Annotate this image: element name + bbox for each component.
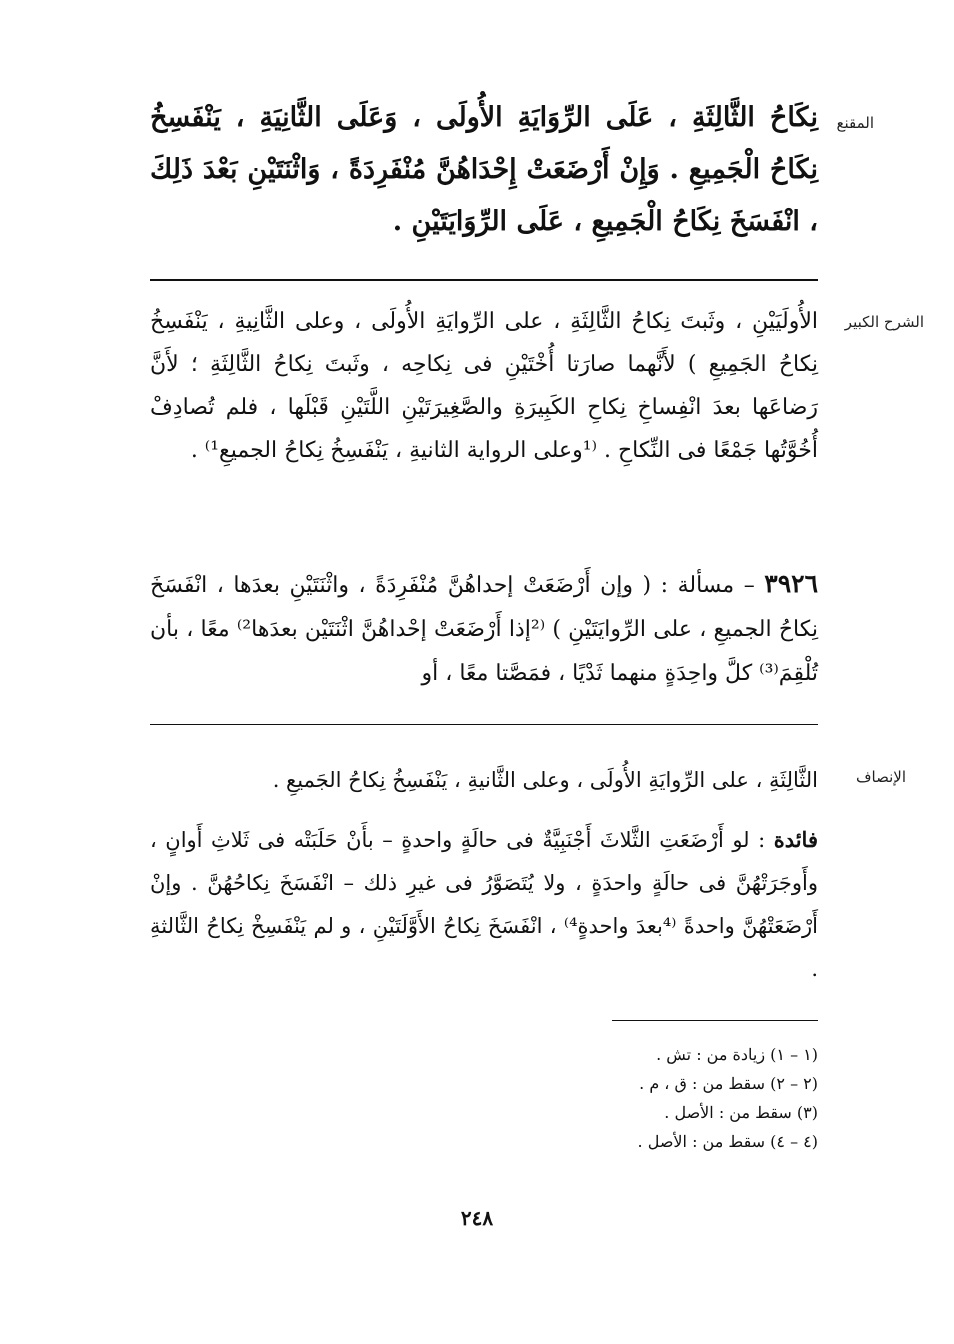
footnote-item: (٢ – ٢) سقط من : ق ، م . xyxy=(639,1074,818,1093)
section-divider xyxy=(150,279,818,281)
insaf-text-2: : لو أَرْضَعَتِ الثَّلاثَ أَجْنَبِيَّةٌ فى حالَةٍ واحدةٍ – بأَنْ حَلَبَتْه فى ثَلاثِ أَوانٍ ، وأَوجَرَتْهُنَّ فى حالَةٍ واحدَةٍ ، ولا يُتَصَوَّرُ فى غيرِ ذلك – انْفَسَخَ نِكاحُهُنَّ . وإنْ أَرْضَعَتْهُنَّ واحدةً ⁽⁴بعدَ واحدةٍ⁴⁾ ، انْفَسَخَ نِكاحُ الأَوَّلَتَيْنِ ، و لم يَنْفَسِخْ نِكاحُ الثَّالثةِ . xyxy=(150,828,819,981)
faida-label: فائدة xyxy=(773,827,818,852)
masala-text: – مسألة : ( وإن أَرْضَعَتْ إحداهُنَّ مُنْفَرِدَةً ، واثْنَتَيْنِ بعدَها ، انْفَسَخَ نِكاحُ الجميعِ ، على الرِّوايَتَيْنِ ) ⁽²إذا أَرْضَعَتْ إحْداهُنَّ اثْنَتَيْن بعدَها²⁾ معًا ، بأن تُلْقِمَ⁽³⁾ كلَّ واحِدَةٍ منهما ثَدْيًا ، فمَصَّتا معًا ، أو xyxy=(150,573,819,686)
insaf-text-1: الثَّالِثَةِ ، على الرِّوايَةِ الأُولَى ، وعلى الثَّانيةِ ، يَنْفَسِخُ نِكاحُ الجَميعِ . xyxy=(272,768,818,792)
footnote-item: (١ – ١) زيادة من : تش . xyxy=(656,1045,818,1064)
masala-paragraph xyxy=(150,562,818,696)
sharh-label: الشرح الكبير xyxy=(844,313,924,331)
muqni-label: المقنع xyxy=(836,114,874,132)
insaf-label: الإنصاف xyxy=(855,768,906,786)
insaf-paragraph xyxy=(150,818,818,991)
sharh-text: الأُولَيَيْنِ ، وثَبتَ نِكاحُ الثَّالِثَةِ ، على الرِّوايَةِ الأُولَى ، وعلى الثَّانِيةِ ، يَنْفَسِخُ نِكاحُ الجَمِيعِ ) لأَنَّهما صارَتا أُخْتَيْنِ فى نِكاحِه ، وثَبتَ نِكاحُ الثَّالِثَةِ ؛ لأَنَّ رَضاعَها بعدَ انْفِساخِ نِكاحِ الكَبِيرَةِ والصَّغِيرَتَيْنِ اللَّتَيْنِ قَبْلَها ، فلم تُصادِفْ أُخُوَّتُها جَمْعًا فى النِّكاحِ . ⁽¹وعلى الرواية الثانيةِ ، يَنْفَسِخُ نِكاحُ الجميعِ¹⁾ . xyxy=(150,309,818,463)
footnote-divider xyxy=(612,1020,818,1021)
footnotes xyxy=(500,1040,818,1156)
masala-number: ٣٩٢٦ xyxy=(764,569,818,598)
section-divider xyxy=(150,724,818,725)
muqni-text: نِكَاحُ الثَّالِثَةِ ، عَلَى الرِّوَايَةِ الأُولَى ، وَعَلَى الثَّانِيَةِ ، يَنْفَسِخُ نِكَاحُ الْجَمِيعِ . وَإِنْ أَرْضَعَتْ إِحْدَاهُنَّ مُنْفَرِدَةً ، وَاثْنَتَيْنِ بَعْدَ ذَلِكَ ، انْفَسَخَ نِكَاحُ الْجَمِيعِ ، عَلَى الرِّوَايَتَيْنِ . xyxy=(150,102,818,237)
footnote-item: (٤ – ٤) سقط من : الأصل . xyxy=(637,1132,818,1151)
footnote-item: (٣) سقط من : الأصل . xyxy=(664,1103,818,1122)
page-number: ٢٤٨ xyxy=(460,1206,494,1230)
